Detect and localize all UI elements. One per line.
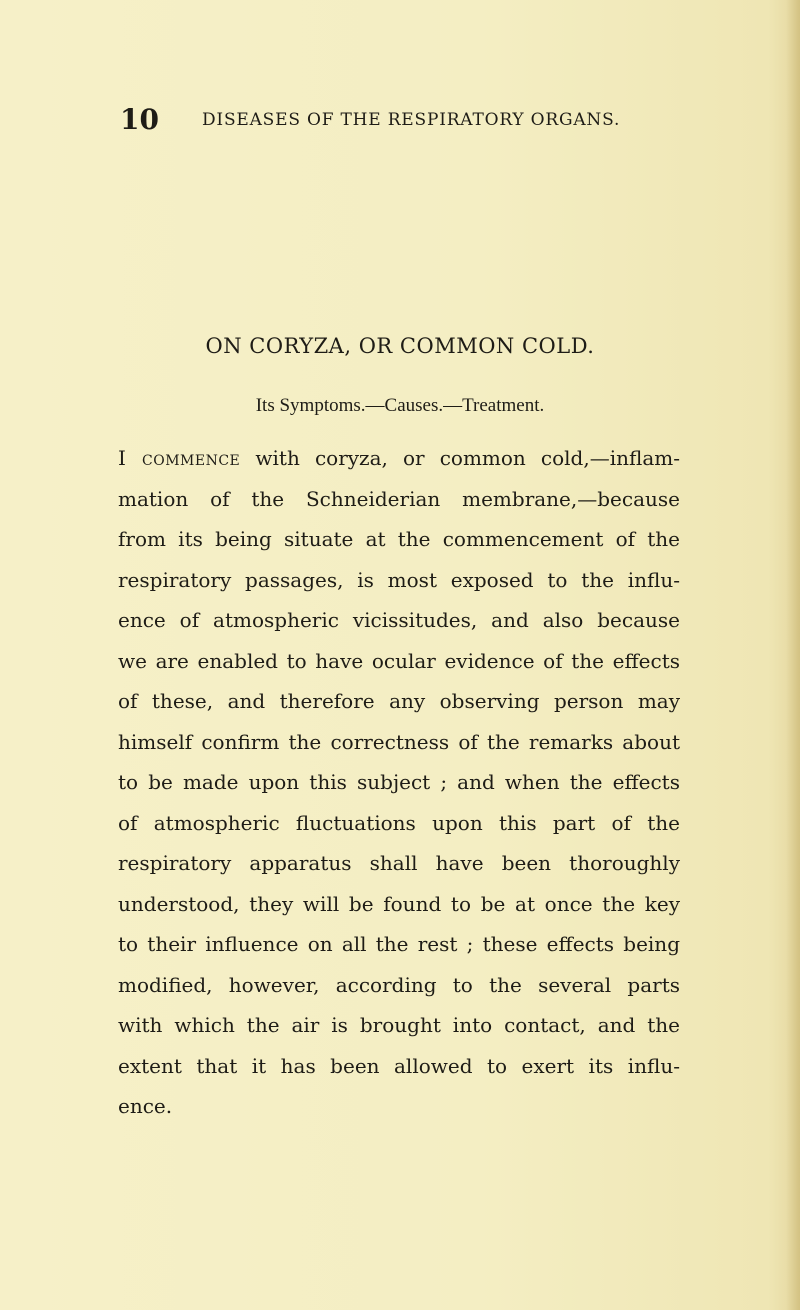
- text-line: I commence with coryza, or common cold,—inflam-: [118, 446, 680, 470]
- opening-word: I commence: [118, 446, 241, 470]
- text-line: of these, and therefore any observing person may: [118, 689, 680, 713]
- text-line: himself confirm the correctness of the remarks about: [118, 729, 680, 754]
- text-line: to their influence on all the rest ; these effects being: [118, 932, 680, 956]
- text-line: respiratory apparatus shall have been thoroughly: [118, 851, 680, 875]
- text-line: understood, they will be found to be at once the key: [118, 891, 680, 916]
- text-line: extent that it has been allowed to exert its influ-: [118, 1053, 680, 1078]
- text-line: mation of the Schneiderian membrane,—because: [118, 486, 680, 511]
- text-line: from its being situate at the commencement of the: [118, 527, 680, 551]
- text-line: to be made upon this subject ; and when the effects: [118, 770, 680, 794]
- text-line: modified, however, according to the several parts: [118, 972, 680, 997]
- page-edge-shadow: [786, 0, 800, 1310]
- page-number: 10: [120, 103, 159, 136]
- chapter-title: ON CORYZA, OR COMMON COLD.: [205, 334, 595, 358]
- text-line: we are enabled to have ocular evidence of the effects: [118, 648, 680, 673]
- body-paragraph: [118, 438, 680, 1127]
- running-head: [120, 100, 680, 140]
- running-title: DISEASES OF THE RESPIRATORY ORGANS.: [202, 110, 621, 130]
- chapter-subtitle: Its Symptoms.—Causes.—Treatment.: [255, 395, 545, 416]
- text-line: with which the air is brought into contact, and the: [118, 1013, 680, 1037]
- text-line: respiratory passages, is most exposed to the influ-: [118, 567, 680, 592]
- text-line: ence of atmospheric vicissitudes, and also because: [118, 608, 680, 632]
- text-line: of atmospheric fluctuations upon this part of the: [118, 810, 680, 835]
- text-line: ence.: [118, 1094, 173, 1118]
